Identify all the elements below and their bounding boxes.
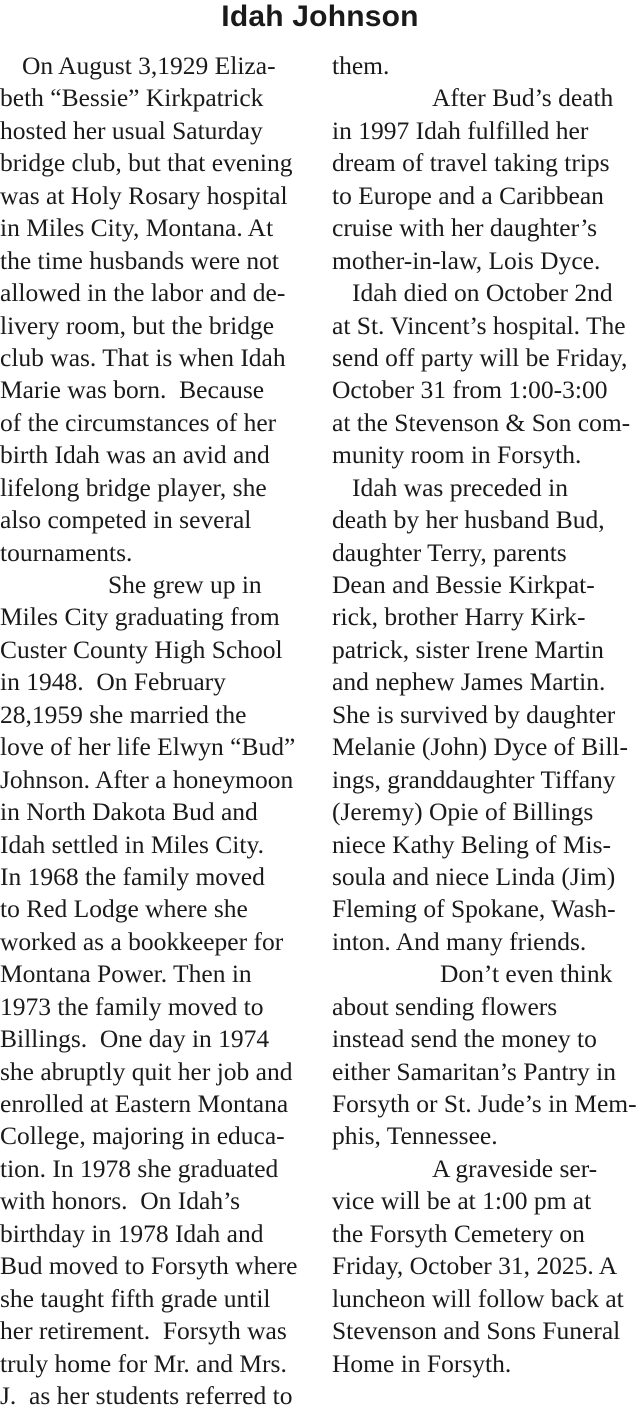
text-line: Bud moved to Forsyth where (0, 1251, 298, 1281)
text-line: in 1997 Idah fulfilled her (332, 115, 589, 145)
text-line: (Jeremy) Opie of Billings (332, 797, 594, 827)
text-line: Idah was preceded in (352, 472, 568, 502)
text-line: daughter Terry, parents (332, 537, 567, 567)
text-line: send off party will be Friday, (332, 342, 628, 372)
text-line: She is survived by daughter (332, 699, 616, 729)
text-line: luncheon will follow back at (332, 1283, 624, 1313)
text-line: Forsyth or St. Jude’s in Mem- (332, 1089, 637, 1118)
text-line: at the Stevenson & Son com- (332, 407, 631, 437)
text-line: Montana Power. Then in (0, 959, 252, 989)
text-line: her retirement. Forsyth was (0, 1316, 287, 1346)
text-line: she taught fifth grade until (0, 1283, 271, 1313)
text-line: hosted her usual Saturday (0, 115, 263, 145)
text-line: with honors. On Idah’s (0, 1186, 241, 1216)
text-line: at St. Vincent’s hospital. The (332, 310, 626, 340)
text-line: truly home for Mr. and Mrs. (0, 1348, 287, 1378)
text-line: College, majoring in educa- (0, 1121, 285, 1151)
text-line: mother-in-law, Lois Dyce. (332, 245, 601, 275)
text-line: beth “Bessie” Kirkpatrick (0, 83, 264, 113)
text-line: cruise with her daughter’s (332, 213, 598, 243)
text-line: of the circumstances of her (0, 407, 277, 437)
text-line: After Bud’s death (432, 83, 614, 113)
text-line: love of her life Elwyn “Bud” (0, 732, 296, 762)
text-line: inton. And many friends. (332, 926, 587, 956)
text-line: Billings. One day in 1974 (0, 1024, 270, 1054)
text-line: death by her husband Bud, (332, 505, 605, 535)
text-line: J. as her students referred to (0, 1380, 293, 1410)
text-line: birthday in 1978 Idah and (0, 1218, 264, 1248)
text-line: them. (332, 51, 390, 80)
text-line: the Forsyth Cemetery on (332, 1218, 585, 1248)
text-line: instead send the money to (332, 1024, 597, 1054)
text-line: about sending flowers (332, 991, 558, 1021)
text-line: in 1948. On February (0, 667, 226, 697)
text-line: niece Kathy Beling of Mis- (332, 829, 612, 859)
text-line: Custer County High School (0, 634, 283, 664)
text-line: also competed in several (0, 505, 252, 535)
text-line: allowed in the labor and de- (0, 278, 286, 308)
text-line: In 1968 the family moved (0, 861, 265, 891)
text-line: was at Holy Rosary hospital (0, 180, 288, 210)
text-line: Dean and Bessie Kirkpat- (332, 570, 595, 599)
text-line: Marie was born. Because (0, 375, 265, 405)
text-line: in Miles City, Montana. At (0, 213, 274, 243)
text-line: worked as a bookkeeper for (0, 926, 284, 956)
text-line: October 31 from 1:00-3:00 (332, 375, 608, 405)
left-column (0, 50, 318, 1412)
text-line: She grew up in (108, 570, 262, 599)
text-line: and nephew James Martin. (332, 667, 606, 697)
text-line: On August 3,1929 Eliza- (22, 51, 276, 80)
text-line: munity room in Forsyth. (332, 440, 582, 470)
text-line: Stevenson and Sons Funeral (332, 1316, 621, 1346)
text-line: either Samaritan’s Pantry in (332, 1056, 616, 1086)
text-line: Melanie (John) Dyce of Bill- (332, 732, 629, 762)
text-line: livery room, but the bridge (0, 310, 275, 340)
text-line: birth Idah was an avid and (0, 440, 270, 470)
text-line: Miles City graduating from (0, 602, 280, 632)
text-line: dream of travel taking trips (332, 148, 610, 178)
text-line: Johnson. After a honeymoon (0, 764, 294, 794)
text-line: she abruptly quit her job and (0, 1056, 293, 1086)
right-column (332, 50, 637, 1380)
text-line: 28,1959 she married the (0, 699, 247, 729)
text-line: Idah died on October 2nd (352, 278, 613, 308)
text-line: lifelong bridge player, she (0, 472, 267, 502)
text-line: Don’t even think (440, 959, 613, 989)
text-line: club was. That is when Idah (0, 342, 286, 372)
text-line: Friday, October 31, 2025. A (332, 1251, 618, 1281)
text-line: enrolled at Eastern Montana (0, 1089, 289, 1118)
text-line: to Red Lodge where she (0, 894, 248, 924)
text-line: patrick, sister Irene Martin (332, 634, 604, 664)
text-line: tournaments. (0, 537, 133, 567)
text-line: ings, granddaughter Tiffany (332, 764, 616, 794)
text-line: Home in Forsyth. (332, 1348, 512, 1378)
text-line: 1973 the family moved to (0, 991, 264, 1021)
text-line: Idah settled in Miles City. (0, 829, 264, 859)
text-line: rick, brother Harry Kirk- (332, 602, 586, 632)
text-line: A graveside ser- (432, 1153, 598, 1183)
text-line: bridge club, but that evening (0, 148, 293, 178)
text-line: Fleming of Spokane, Wash- (332, 894, 616, 924)
text-line: soula and niece Linda (Jim) (332, 861, 616, 891)
text-line: in North Dakota Bud and (0, 797, 258, 827)
text-line: to Europe and a Caribbean (332, 180, 604, 210)
text-line: tion. In 1978 she graduated (0, 1153, 279, 1183)
obituary-title: Idah Johnson (221, 0, 419, 33)
text-line: phis, Tennessee. (332, 1121, 498, 1151)
text-line: vice will be at 1:00 pm at (332, 1186, 592, 1216)
text-line: the time husbands were not (0, 245, 280, 275)
